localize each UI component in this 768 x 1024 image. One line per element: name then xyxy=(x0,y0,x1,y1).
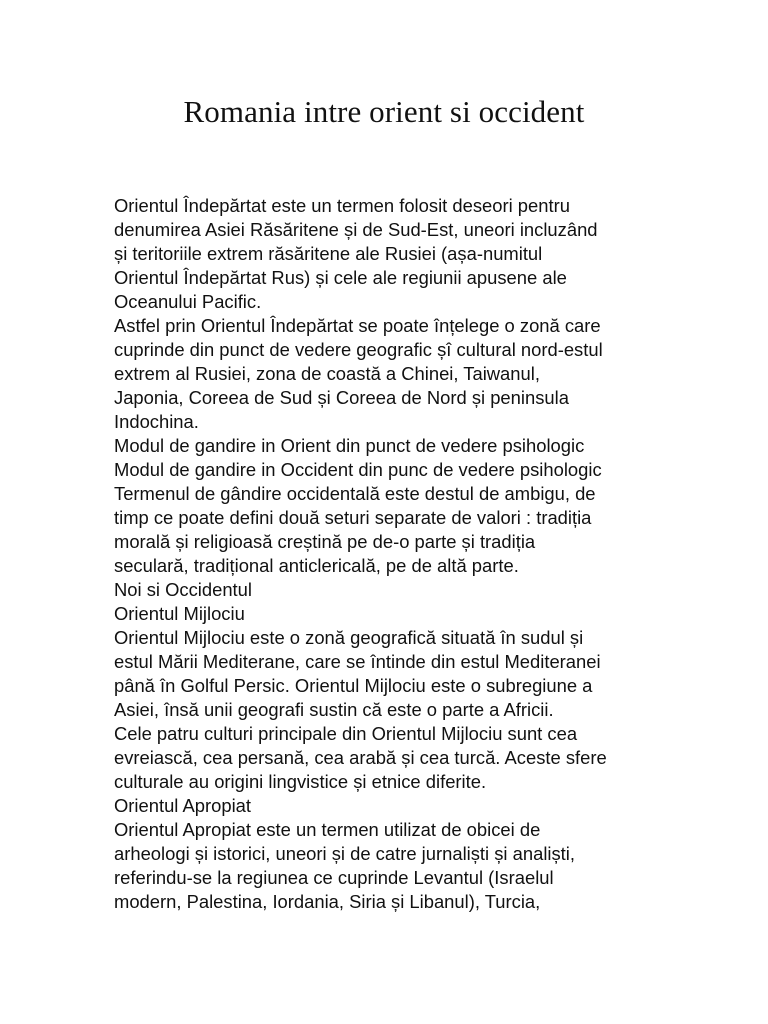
document-title: Romania intre orient si occident xyxy=(183,94,585,129)
document-line: Modul de gandire in Orient din punct de vedere psihologic xyxy=(114,435,585,456)
document-line: Oceanului Pacific. xyxy=(114,291,262,312)
document-line: Japonia, Coreea de Sud și Coreea de Nord și peninsula xyxy=(114,387,569,408)
document-line: estul Mării Mediterane, care se întinde din estul Mediteranei xyxy=(114,651,601,672)
document-line: culturale au origini lingvistice și etnice diferite. xyxy=(114,771,487,792)
document-line: seculară, tradițional anticlericală, pe de altă parte. xyxy=(114,555,519,576)
document-line: modern, Palestina, Iordania, Siria și Libanul), Turcia, xyxy=(114,891,541,912)
document-line: și teritoriile extrem răsăritene ale Rusiei (așa-numitul xyxy=(114,243,543,264)
document-body xyxy=(114,194,674,914)
document-line: evreiască, cea persană, cea arabă și cea turcă. Aceste sfere xyxy=(114,747,607,768)
document-line: Modul de gandire in Occident din punc de vedere psihologic xyxy=(114,459,602,480)
document-line: arheologi și istorici, uneori și de catre jurnaliști și analiști, xyxy=(114,843,575,864)
document-line: extrem al Rusiei, zona de coastă a Chinei, Taiwanul, xyxy=(114,363,540,384)
document-line: până în Golful Persic. Orientul Mijlociu este o subregiune a xyxy=(114,675,593,696)
document-line: Asiei, însă unii geografi sustin că este o parte a Africii. xyxy=(114,699,554,720)
document-line: Orientul Mijlociu este o zonă geografică situată în sudul și xyxy=(114,627,584,648)
document-line: Orientul Îndepărtat Rus) și cele ale regiunii apusene ale xyxy=(114,267,567,288)
document-line: Cele patru culturi principale din Orientul Mijlociu sunt cea xyxy=(114,723,578,744)
document-line: referindu-se la regiunea ce cuprinde Levantul (Israelul xyxy=(114,867,554,888)
document-line: Indochina. xyxy=(114,411,199,432)
document-line: Orientul Apropiat xyxy=(114,795,251,816)
document-line: timp ce poate defini două seturi separate de valori : tradiția xyxy=(114,507,592,528)
document-line: Noi si Occidentul xyxy=(114,579,252,600)
document-line: Astfel prin Orientul Îndepărtat se poate înțelege o zonă care xyxy=(114,315,601,336)
document-line: cuprinde din punct de vedere geografic șî cultural nord-estul xyxy=(114,339,603,360)
document-line: Orientul Apropiat este un termen utilizat de obicei de xyxy=(114,819,541,840)
document-line: Orientul Mijlociu xyxy=(114,603,245,624)
document-line: morală și religioasă creștină pe de-o parte și tradiția xyxy=(114,531,536,552)
document-line: Termenul de gândire occidentală este destul de ambigu, de xyxy=(114,483,596,504)
document-line: Orientul Îndepărtat este un termen folosit deseori pentru xyxy=(114,195,570,216)
document-line: denumirea Asiei Răsăritene și de Sud-Est, uneori incluzând xyxy=(114,219,598,240)
